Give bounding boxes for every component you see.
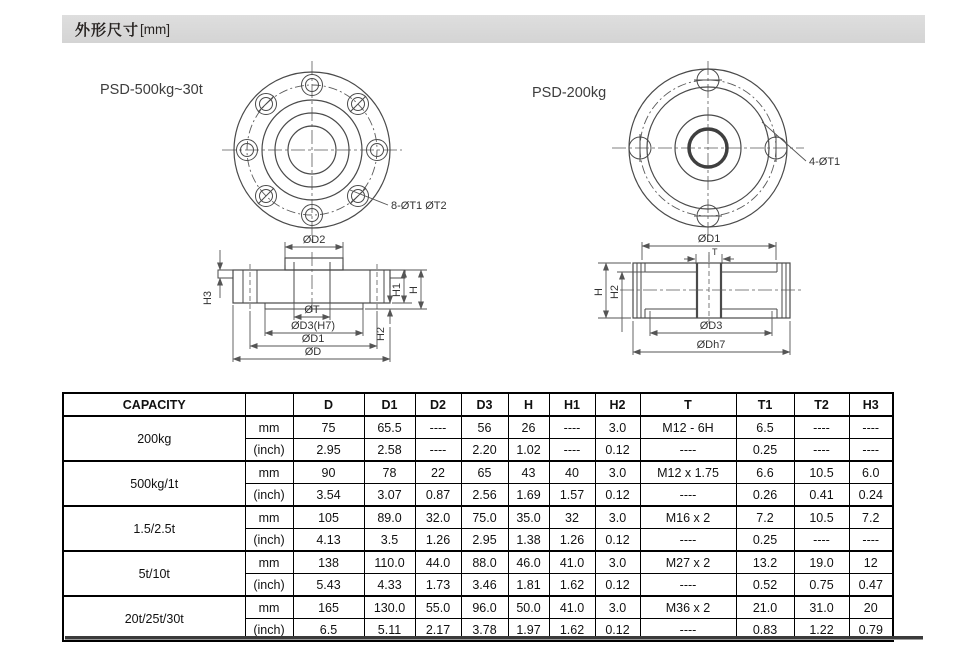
- unit-cell: (inch): [245, 529, 293, 552]
- dim-dh7-label-right: ØDh7: [696, 339, 726, 351]
- cell: 4.33: [364, 574, 415, 597]
- cell: 35.0: [508, 506, 549, 529]
- cell: ----: [415, 439, 461, 462]
- col-header: H2: [595, 393, 640, 416]
- cell: 22: [415, 461, 461, 484]
- cell: 31.0: [794, 596, 849, 619]
- col-header: [245, 393, 293, 416]
- cell: 0.26: [736, 484, 794, 507]
- cell: M27 x 2: [640, 551, 736, 574]
- cell: 90: [293, 461, 364, 484]
- dim-d2-label: ØD2: [302, 234, 326, 246]
- col-header: D: [293, 393, 364, 416]
- model-label-right: PSD-200kg: [532, 85, 607, 101]
- cell: 110.0: [364, 551, 415, 574]
- cell: 1.62: [549, 619, 595, 642]
- cell: 1.22: [794, 619, 849, 642]
- cell: M12 - 6H: [640, 416, 736, 439]
- unit-cell: (inch): [245, 484, 293, 507]
- dim-d3-label: ØD3(H7): [290, 320, 336, 332]
- cell: M16 x 2: [640, 506, 736, 529]
- cell: ----: [415, 416, 461, 439]
- cell: 0.12: [595, 529, 640, 552]
- cell: 3.5: [364, 529, 415, 552]
- cell: 3.0: [595, 506, 640, 529]
- cell: 138: [293, 551, 364, 574]
- cell: 21.0: [736, 596, 794, 619]
- section-title-unit: [mm]: [140, 21, 171, 37]
- col-header: T2: [794, 393, 849, 416]
- cell: 10.5: [794, 461, 849, 484]
- cell: 2.95: [461, 529, 508, 552]
- cell: 6.5: [736, 416, 794, 439]
- cell: 1.97: [508, 619, 549, 642]
- unit-cell: mm: [245, 461, 293, 484]
- cell: 32: [549, 506, 595, 529]
- cell: 3.54: [293, 484, 364, 507]
- dim-h3-label: H3: [202, 290, 214, 306]
- right-side-view: [593, 233, 802, 355]
- dim-d1-label-right: ØD1: [697, 233, 721, 245]
- cell: 55.0: [415, 596, 461, 619]
- model-label-left: PSD-500kg~30t: [100, 82, 203, 98]
- cell: 65: [461, 461, 508, 484]
- dim-d-label: ØD: [304, 346, 322, 358]
- cell: 0.83: [736, 619, 794, 642]
- cell: 20: [849, 596, 893, 619]
- unit-cell: (inch): [245, 439, 293, 462]
- cell: 56: [461, 416, 508, 439]
- cell: 5.43: [293, 574, 364, 597]
- dim-d3-label-right: ØD3: [699, 320, 723, 332]
- cell: 7.2: [849, 506, 893, 529]
- cell: 0.25: [736, 529, 794, 552]
- col-header: H1: [549, 393, 595, 416]
- cell: 41.0: [549, 596, 595, 619]
- dim-t-label: ØT: [304, 304, 320, 316]
- cell: 3.46: [461, 574, 508, 597]
- dim-h2-label: H2: [375, 326, 387, 342]
- cell: 65.5: [364, 416, 415, 439]
- cell: 0.12: [595, 619, 640, 642]
- cell: 7.2: [736, 506, 794, 529]
- cell: 89.0: [364, 506, 415, 529]
- cell: 2.20: [461, 439, 508, 462]
- cell: 40: [549, 461, 595, 484]
- unit-cell: (inch): [245, 619, 293, 642]
- cell: 3.0: [595, 461, 640, 484]
- cell: 3.07: [364, 484, 415, 507]
- unit-cell: mm: [245, 596, 293, 619]
- cell: 6.6: [736, 461, 794, 484]
- cell: 75: [293, 416, 364, 439]
- cell: 0.25: [736, 439, 794, 462]
- cell: 43: [508, 461, 549, 484]
- bolt-callout-left: 8-ØT1 ØT2: [391, 200, 447, 212]
- capacity-cell: 1.5/2.5t: [63, 506, 245, 551]
- cell: 46.0: [508, 551, 549, 574]
- table-row: [63, 506, 893, 529]
- cell: 26: [508, 416, 549, 439]
- cell: 0.52: [736, 574, 794, 597]
- drawing-psd-200kg: [520, 58, 940, 378]
- cell: 1.73: [415, 574, 461, 597]
- cell: 6.5: [293, 619, 364, 642]
- cell: 3.78: [461, 619, 508, 642]
- table-row: [63, 461, 893, 484]
- unit-cell: (inch): [245, 574, 293, 597]
- cell: 78: [364, 461, 415, 484]
- cell: ----: [794, 439, 849, 462]
- cell: 10.5: [794, 506, 849, 529]
- cell: 75.0: [461, 506, 508, 529]
- cell: 41.0: [549, 551, 595, 574]
- dimension-table: [62, 392, 894, 642]
- cell: ----: [549, 439, 595, 462]
- cell: 4.13: [293, 529, 364, 552]
- col-header: T1: [736, 393, 794, 416]
- cell: 32.0: [415, 506, 461, 529]
- cell: ----: [549, 416, 595, 439]
- dim-t-label-right: T: [712, 247, 718, 257]
- capacity-cell: 500kg/1t: [63, 461, 245, 506]
- cell: 0.47: [849, 574, 893, 597]
- col-header: CAPACITY: [63, 393, 245, 416]
- cell: ----: [849, 416, 893, 439]
- col-header: D3: [461, 393, 508, 416]
- cell: ----: [794, 529, 849, 552]
- col-header: T: [640, 393, 736, 416]
- cell: 0.12: [595, 484, 640, 507]
- cell: ----: [640, 574, 736, 597]
- cell: ----: [640, 484, 736, 507]
- dimension-table-container: [62, 392, 894, 642]
- col-header: D2: [415, 393, 461, 416]
- cell: 2.95: [293, 439, 364, 462]
- cell: 6.0: [849, 461, 893, 484]
- cell: 2.56: [461, 484, 508, 507]
- drawing-psd-500kg-30t: [85, 58, 470, 378]
- cell: M36 x 2: [640, 596, 736, 619]
- capacity-cell: 20t/25t/30t: [63, 596, 245, 641]
- cell: 1.81: [508, 574, 549, 597]
- unit-cell: mm: [245, 416, 293, 439]
- cell: 50.0: [508, 596, 549, 619]
- cell: 0.12: [595, 439, 640, 462]
- cell: ----: [640, 529, 736, 552]
- section-title: 外形尺寸: [75, 21, 140, 39]
- cell: ----: [849, 529, 893, 552]
- table-row: [63, 551, 893, 574]
- cell: 2.58: [364, 439, 415, 462]
- col-header: H3: [849, 393, 893, 416]
- cell: 1.26: [415, 529, 461, 552]
- cell: 1.26: [549, 529, 595, 552]
- cell: 3.0: [595, 596, 640, 619]
- right-top-view: [612, 61, 840, 240]
- left-top-view: [222, 61, 447, 242]
- header-row: [63, 393, 893, 416]
- cell: 1.38: [508, 529, 549, 552]
- bolt-callout-right: 4-ØT1: [809, 156, 841, 168]
- cell: 44.0: [415, 551, 461, 574]
- dim-h-label-right: H: [593, 288, 605, 296]
- section-header-bar: [62, 15, 925, 43]
- dim-d1-label: ØD1: [301, 333, 325, 345]
- col-header: D1: [364, 393, 415, 416]
- cell: 0.41: [794, 484, 849, 507]
- cell: 1.02: [508, 439, 549, 462]
- cell: 0.12: [595, 574, 640, 597]
- cell: 0.79: [849, 619, 893, 642]
- unit-cell: mm: [245, 506, 293, 529]
- cell: 1.57: [549, 484, 595, 507]
- cell: 105: [293, 506, 364, 529]
- cell: ----: [640, 619, 736, 642]
- cell: 0.87: [415, 484, 461, 507]
- col-header: H: [508, 393, 549, 416]
- cell: 0.75: [794, 574, 849, 597]
- cell: 19.0: [794, 551, 849, 574]
- cell: 3.0: [595, 416, 640, 439]
- cell: 1.62: [549, 574, 595, 597]
- cell: ----: [640, 439, 736, 462]
- capacity-cell: 200kg: [63, 416, 245, 461]
- cell: ----: [794, 416, 849, 439]
- cell: 96.0: [461, 596, 508, 619]
- cell: 13.2: [736, 551, 794, 574]
- cell: 88.0: [461, 551, 508, 574]
- cell: 130.0: [364, 596, 415, 619]
- cell: 165: [293, 596, 364, 619]
- dim-h-label: H: [408, 286, 420, 294]
- cell: 12: [849, 551, 893, 574]
- left-side-view: [202, 234, 427, 362]
- cell: 5.11: [364, 619, 415, 642]
- bottom-rule: [65, 636, 923, 640]
- dim-h1-label: H1: [391, 282, 403, 298]
- cell: ----: [849, 439, 893, 462]
- unit-cell: mm: [245, 551, 293, 574]
- cell: 1.69: [508, 484, 549, 507]
- dim-h2-label-right: H2: [609, 284, 621, 300]
- cell: 3.0: [595, 551, 640, 574]
- table-row: [63, 416, 893, 439]
- table-row: [63, 596, 893, 619]
- capacity-cell: 5t/10t: [63, 551, 245, 596]
- cell: 2.17: [415, 619, 461, 642]
- cell: 0.24: [849, 484, 893, 507]
- cell: M12 x 1.75: [640, 461, 736, 484]
